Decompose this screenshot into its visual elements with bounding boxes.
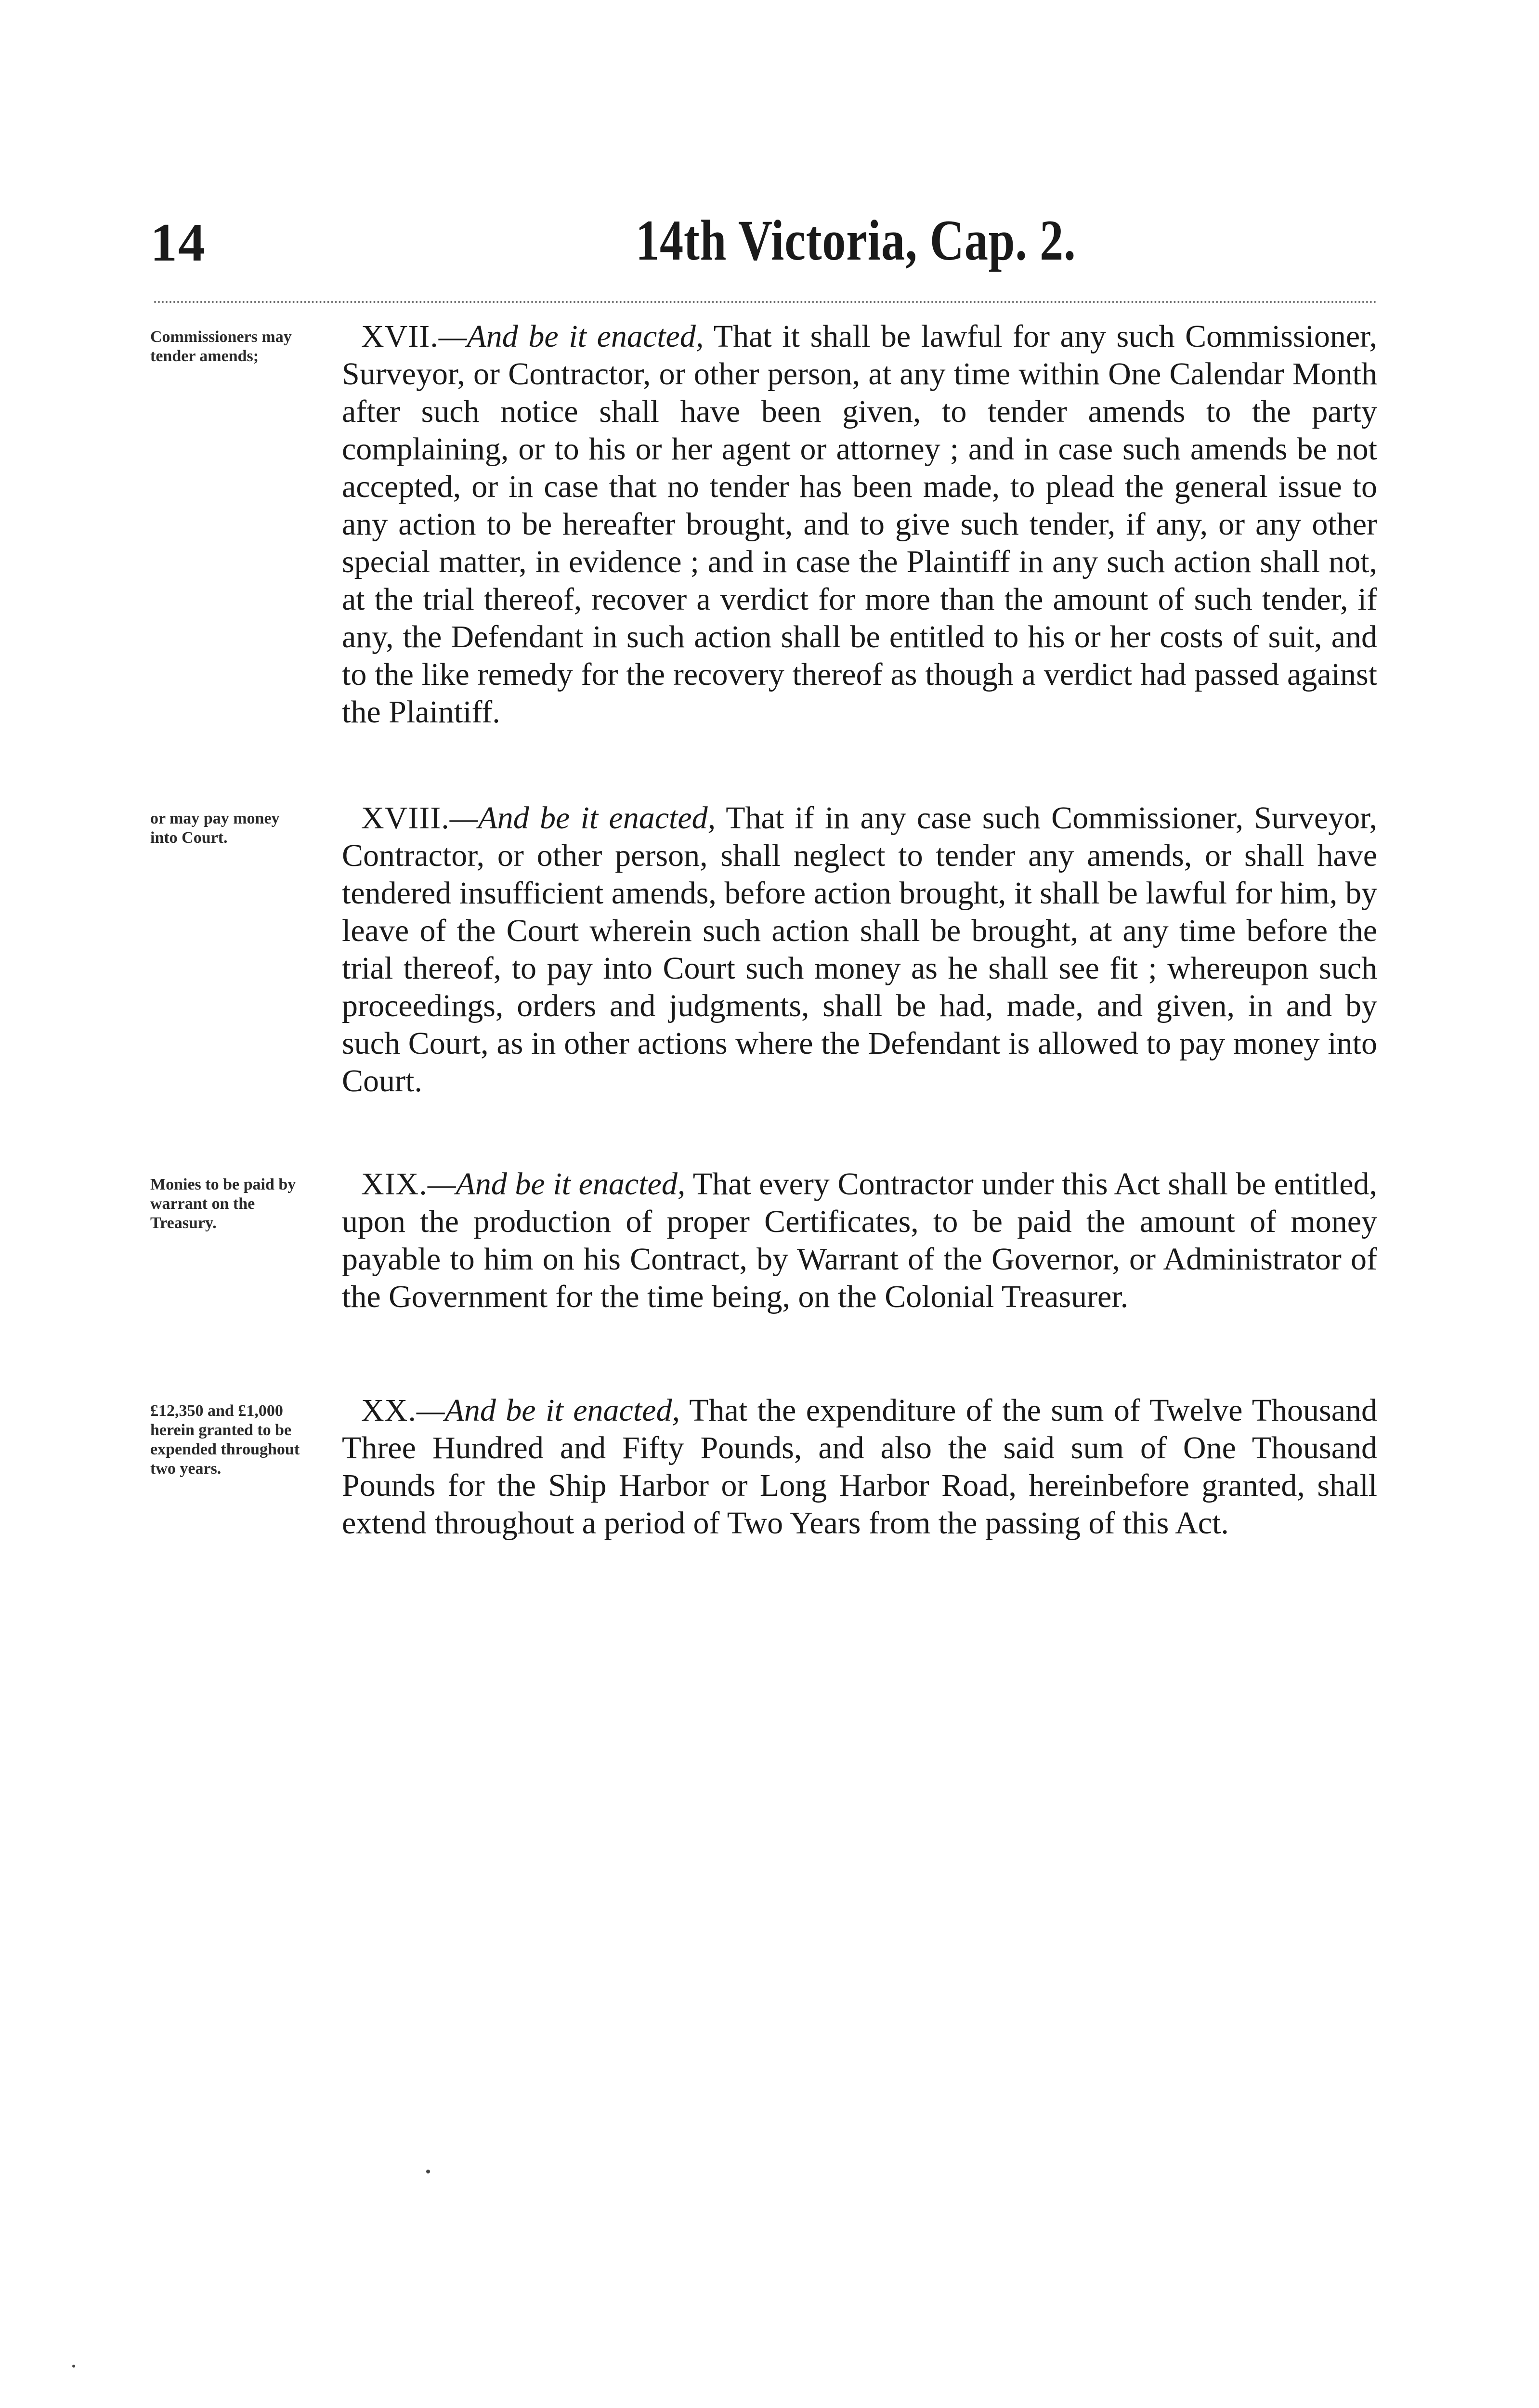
margin-note: Monies to be paid by warrant on the Treasury. <box>150 1176 296 1232</box>
margin-note: Commissioners may tender amends; <box>150 328 292 365</box>
enacting-clause: —And be it enacted, <box>427 1166 686 1202</box>
print-speck <box>426 2170 430 2173</box>
section-text <box>342 318 1377 731</box>
section-body-text: That if in any case such Commissioner, Surveyor, Contractor, or other person, shall neglect to tender any amends, or shall have tendered insufficient amends, before action brought, it shall be lawful for him, by leave of the Court wherein such action shall be brought, at any time before the trial thereof, to pay into Court such money as he shall see fit ; whereupon such proceedings, orders and judgments, shall be had, made, and given, in and by such Court, as in other actions where the Defendant is allowed to pay money into Court. <box>342 800 1377 1099</box>
page-number: 14 <box>150 213 206 273</box>
enacting-clause: —And be it enacted, <box>438 319 704 354</box>
section-number: XIX. <box>361 1166 428 1202</box>
section-number: XVIII. <box>361 800 450 836</box>
margin-note: £12,350 and £1,000 herein granted to be expended throughout two years. <box>150 1402 300 1478</box>
section-body-text: That the expenditure of the sum of Twelve Thousand Three Hundred and Fifty Pounds, and also the said sum of One Thousand Pounds for the Ship Harbor or Long Harbor Road, hereinbefore granted, shall extend throughout a period of Two Years from the passing of this Act. <box>342 1393 1377 1541</box>
enacting-clause: —And be it enacted, <box>449 800 716 836</box>
enacting-clause: —And be it enacted, <box>416 1393 680 1428</box>
section-body-text: That every Contractor under this Act shall be entitled, upon the production of proper Certificates, to be paid the amount of money payable to him on his Contract, by Warrant of the Governor, or Administrator of the Government for the time being, on the Colonial Treasurer. <box>342 1166 1378 1314</box>
section-text <box>342 799 1377 1100</box>
print-speck <box>72 2365 75 2368</box>
section-number: XX. <box>361 1393 417 1428</box>
section-number: XVII. <box>361 319 439 354</box>
section-text <box>342 1165 1377 1316</box>
margin-note: or may pay money into Court. <box>150 810 280 847</box>
section-text <box>342 1392 1377 1542</box>
section-body-text: That it shall be lawful for any such Commissioner, Surveyor, or Contractor, or other person, at any time within One Calendar Month after such notice shall have been given, to tender amends to the party complaining, or to his or her agent or attorney ; and in case such amends be not accepted, or in case that no tender has been made, to plead the general issue to any action to be hereafter brought, and to give such tender, if any, or any other special matter, in evidence ; and in case the Plaintiff in any such action shall not, at the trial thereof, recover a verdict for more than the amount of such tender, if any, the Defendant in such action shall be entitled to his or her costs of suit, and to the like remedy for the recovery thereof as though a verdict had passed against the Plaintiff. <box>342 319 1377 730</box>
running-title: 14th Victoria, Cap. 2. <box>636 208 1076 272</box>
header-rule <box>154 301 1377 303</box>
